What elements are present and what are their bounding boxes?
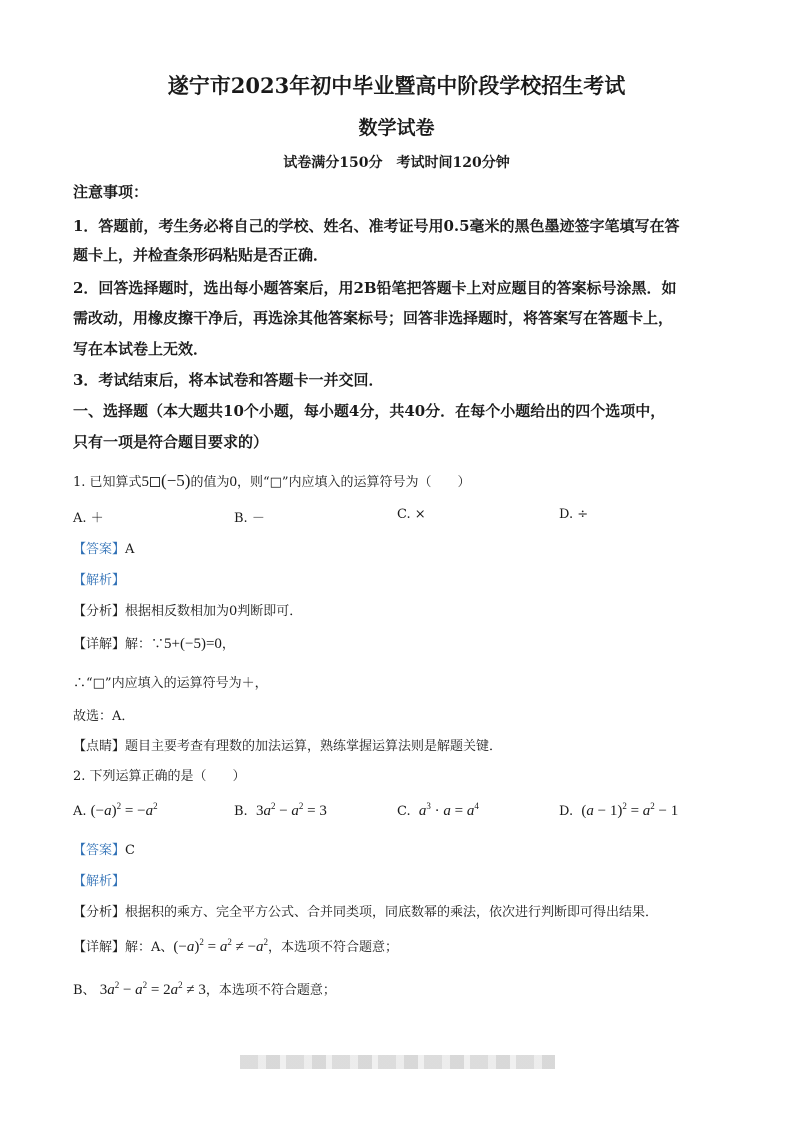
answer-tag: 【答案】 xyxy=(73,843,126,858)
option-b xyxy=(234,801,327,820)
option-d: D. ÷ xyxy=(559,507,589,522)
exam-meta: 试卷满分150分 考试时间120分钟 xyxy=(283,155,510,171)
detail-text: ，本选项不符合题意； xyxy=(205,983,336,998)
option-b: B. － xyxy=(234,511,265,526)
fenxi-tag: 【分析】 xyxy=(73,905,126,920)
detail-text: ，本选项不符合题意； xyxy=(268,940,399,955)
section-heading: 一、选择题（本大题共10个小题，每小题4分，共40分．在每个小题给出的四个选项中， xyxy=(73,402,666,420)
dianjing-text: 题目主要考查有理数的加法运算，熟练掌握运算法则是解题关键． xyxy=(125,739,503,754)
analysis-tag: 【解析】 xyxy=(73,874,126,889)
math-expr: 5 xyxy=(141,474,150,490)
question-2-stem: 2. 下列运算正确的是（ ） xyxy=(73,769,246,784)
answer-line xyxy=(73,839,135,858)
math-expr: $(a - 1)^2 = a^2 - 1$ xyxy=(581,801,679,819)
notice-line: 需改动，用橡皮擦干净后，再选涂其他答案标号；回答非选择题时，将答案写在答题卡上， xyxy=(73,309,674,327)
analysis-line xyxy=(73,901,658,920)
option-c xyxy=(397,801,479,820)
option-label: B. xyxy=(234,804,248,819)
fenxi-text: 根据相反数相加为0判断即可． xyxy=(125,604,303,619)
answer-value: A xyxy=(125,542,135,557)
math-expr: $3a^2 - a^2 = 2a^2 \ne 3$ xyxy=(99,980,206,998)
option-label: D. xyxy=(559,804,574,819)
page-title: 遂宁市2023年初中毕业暨高中阶段学校招生考试 xyxy=(167,73,626,98)
analysis-line xyxy=(73,600,302,619)
option-label: A. xyxy=(73,804,87,819)
math-expr: $3a^2 - a^2 = 3$ xyxy=(255,801,327,819)
detail-text: B、 xyxy=(73,983,96,998)
notice-line: 写在本试卷上无效． xyxy=(73,340,209,358)
option-a: A. ＋ xyxy=(73,511,104,526)
detail-text: ， xyxy=(221,637,235,652)
analysis-tag: 【解析】 xyxy=(73,573,126,588)
detail-line xyxy=(73,633,235,653)
option-a xyxy=(73,801,158,820)
stem-text: ，则“□”内应填入的运算符号为（ ） xyxy=(236,475,471,490)
math-expr: $a^3 \cdot a = a^4$ xyxy=(418,801,479,819)
detail-text: 解：A、 xyxy=(125,940,174,955)
math-expr: (−5) xyxy=(161,471,191,490)
blurred-watermark xyxy=(240,1055,555,1069)
dianjing-line xyxy=(73,735,502,754)
option-d xyxy=(559,801,678,820)
notice-line: 题卡上，并检查条形码粘贴是否正确． xyxy=(73,246,329,264)
detail-tag: 【详解】 xyxy=(73,637,126,652)
answer-value: C xyxy=(125,843,135,858)
detail-line xyxy=(73,936,398,956)
detail-line xyxy=(73,979,336,999)
math-expr: 0 xyxy=(229,474,237,490)
question-1-stem xyxy=(73,471,471,491)
answer-line xyxy=(73,538,134,557)
notice-line: 1．答题前，考生务必将自己的学校、姓名、准考证号用0.5毫米的黑色墨迹签字笔填写在答 xyxy=(73,217,680,235)
fenxi-tag: 【分析】 xyxy=(73,604,126,619)
stem-text: 的值为 xyxy=(190,475,230,490)
detail-line: 故选：A． xyxy=(73,709,135,724)
detail-tag: 【详解】 xyxy=(73,940,126,955)
answer-tag: 【答案】 xyxy=(73,542,126,557)
blank-box-icon xyxy=(150,477,160,487)
math-expr: 5+(−5)=0 xyxy=(164,636,222,652)
detail-text: 解：∵ xyxy=(125,637,165,652)
notice-heading: 注意事项： xyxy=(73,183,149,201)
option-c: C. × xyxy=(397,507,426,522)
dianjing-tag: 【点睛】 xyxy=(73,739,126,754)
math-expr: $(-a)^2 = a^2 \ne -a^2$ xyxy=(173,937,269,955)
page-subtitle: 数学试卷 xyxy=(358,117,435,139)
math-expr: $(-a)^2 = -a^2$ xyxy=(90,801,158,819)
fenxi-text: 根据积的乘方、完全平方公式、合并同类项，同底数幂的乘法，依次进行判断即可得出结果． xyxy=(125,905,659,920)
option-label: C. xyxy=(397,804,411,819)
notice-line: 2．回答选择题时，选出每小题答案后，用2B铅笔把答题卡上对应题目的答案标号涂黑．如 xyxy=(73,279,677,297)
notice-line: 3．考试结束后，将本试卷和答题卡一并交回． xyxy=(73,371,384,389)
section-heading: 只有一项是符合题目要求的） xyxy=(73,433,269,451)
stem-text: 1. 已知算式 xyxy=(73,475,142,490)
detail-line: ∴“□”内应填入的运算符号为＋， xyxy=(73,676,268,691)
